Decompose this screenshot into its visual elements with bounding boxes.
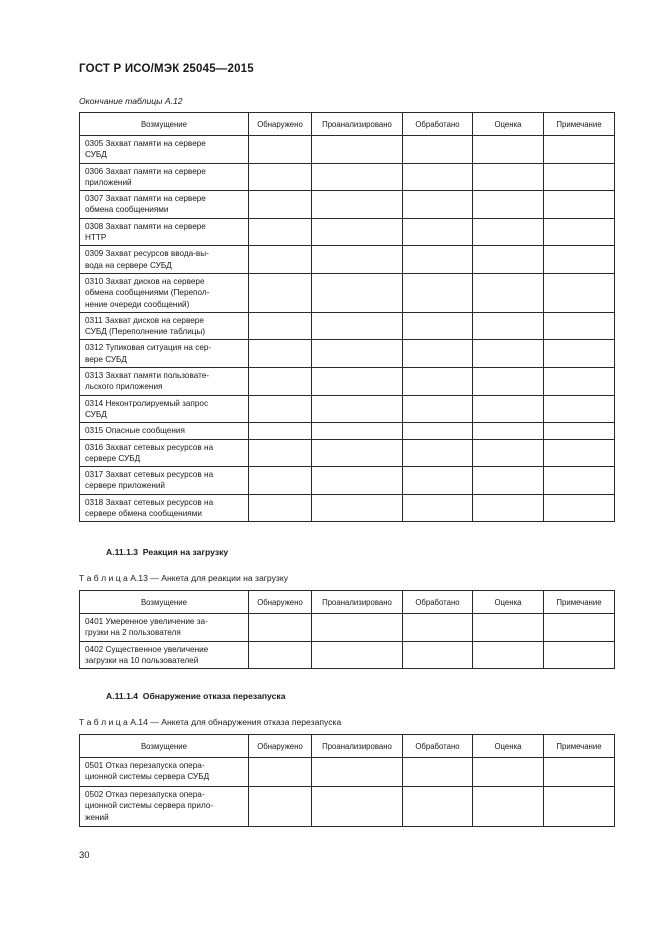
disturbance-cell [80,467,249,495]
answer-cell[interactable] [473,467,544,495]
column-header: Возмущение [80,591,249,614]
answer-cell[interactable] [473,395,544,423]
answer-cell[interactable] [544,494,615,522]
answer-cell[interactable] [403,312,473,340]
disturbance-text-line: 0317 Захват сетевых ресурсов на [85,470,214,480]
disturbance-text-line: жений [85,812,109,822]
table-row [80,758,615,787]
disturbance-text-line: 0501 Отказ перезапуска опера- [85,761,205,770]
answer-cell[interactable] [312,368,403,396]
column-header: Обработано [403,591,473,614]
disturbance-cell [80,787,249,827]
answer-cell[interactable] [312,423,403,439]
answer-cell[interactable] [473,423,544,439]
answer-cell[interactable] [312,614,403,642]
answer-cell[interactable] [544,467,615,495]
column-header: Обнаружено [249,591,312,614]
answer-cell[interactable] [312,191,403,219]
disturbance-text-line: 0309 Захват ресурсов ввода-вы- [85,249,209,259]
answer-cell[interactable] [249,758,312,787]
answer-cell[interactable] [249,368,312,396]
table-a12 [79,112,615,522]
disturbance-text-line: СУБД (Переполнение таблицы) [85,327,206,337]
answer-cell[interactable] [249,439,312,467]
answer-cell[interactable] [403,368,473,396]
column-header: Примечание [544,735,615,758]
disturbance-text-line: загрузки на 10 пользователей [85,655,199,665]
answer-cell[interactable] [312,273,403,312]
disturbance-text-line: сервере СУБД [85,453,141,463]
answer-cell[interactable] [544,218,615,246]
disturbance-text-line: сервере обмена сообщениями [85,509,202,519]
answer-cell[interactable] [249,614,312,642]
disturbance-cell [80,439,249,467]
disturbance-text-line: 0311 Захват дисков на сервере [85,315,204,325]
disturbance-text-line: нение очереди сообщений) [85,299,190,309]
table-row [80,218,615,246]
table-a12-caption: Окончание таблицы А.12 [79,96,183,106]
disturbance-text-line: сервере приложений [85,481,165,491]
answer-cell[interactable] [249,218,312,246]
answer-cell[interactable] [403,395,473,423]
answer-cell[interactable] [249,787,312,827]
disturbance-text-line: ционной системы сервера СУБД [85,772,210,782]
answer-cell[interactable] [473,136,544,164]
disturbance-cell [80,494,249,522]
section-title: Реакция на загрузку [142,547,229,557]
section-a1114-heading [106,691,286,701]
answer-cell[interactable] [544,273,615,312]
disturbance-text-line: 0315 Опасные сообщения [85,426,185,436]
answer-cell[interactable] [249,163,312,191]
disturbance-cell [80,218,249,246]
column-header: Обработано [403,735,473,758]
disturbance-text-line: СУБД [85,409,107,419]
answer-cell[interactable] [249,395,312,423]
column-header: Оценка [473,113,544,136]
document-header: ГОСТ Р ИСО/МЭК 25045—2015 [79,63,254,75]
disturbance-text-line: НТТР [85,233,107,243]
table-caption-text: А.14 — Анкета для обнаружения отказа перезапуска [130,717,342,727]
table-row [80,340,615,368]
disturbance-cell [80,423,249,439]
column-header: Примечание [544,113,615,136]
table-row [80,312,615,340]
answer-cell[interactable] [544,191,615,219]
answer-cell[interactable] [249,191,312,219]
page-number: 30 [79,850,90,861]
disturbance-cell [80,312,249,340]
table-row [80,136,615,164]
section-title: Обнаружение отказа перезапуска [142,691,286,701]
disturbance-text-line: ционной системы сервера прило- [85,801,214,811]
disturbance-cell [80,136,249,164]
answer-cell[interactable] [544,641,615,669]
column-header: Проанализировано [312,735,403,758]
answer-cell[interactable] [312,758,403,787]
disturbance-cell [80,273,249,312]
answer-cell[interactable] [403,340,473,368]
answer-cell[interactable] [473,246,544,274]
answer-cell[interactable] [473,494,544,522]
table-caption-prefix: Т а б л и ц а [79,717,128,727]
disturbance-cell [80,246,249,274]
column-header: Примечание [544,591,615,614]
answer-cell[interactable] [312,246,403,274]
answer-cell[interactable] [473,163,544,191]
answer-cell[interactable] [249,423,312,439]
answer-cell[interactable] [403,439,473,467]
section-number: А.11.1.3 [106,547,139,557]
disturbance-text-line: 0502 Отказ перезапуска опера- [85,790,205,799]
answer-cell[interactable] [544,136,615,164]
table-row [80,395,615,423]
answer-cell[interactable] [544,368,615,396]
answer-cell[interactable] [473,273,544,312]
table-a14-caption [79,717,341,727]
disturbance-text-line: 0307 Захват памяти на сервере [85,194,206,204]
answer-cell[interactable] [249,273,312,312]
answer-cell[interactable] [403,273,473,312]
answer-cell[interactable] [473,758,544,787]
column-header: Проанализировано [312,113,403,136]
table-caption-prefix: Т а б л и ц а [79,573,128,583]
disturbance-text-line: вода на сервере СУБД [85,260,172,270]
table-a14 [79,734,615,827]
answer-cell[interactable] [544,439,615,467]
answer-cell[interactable] [249,467,312,495]
answer-cell[interactable] [403,614,473,642]
answer-cell[interactable] [312,787,403,827]
answer-cell[interactable] [403,641,473,669]
answer-cell[interactable] [403,191,473,219]
disturbance-text-line: 0306 Захват памяти на сервере [85,166,206,176]
answer-cell[interactable] [403,758,473,787]
disturbance-text-line: грузки на 2 пользователя [85,628,181,638]
section-number: А.11.1.4 [106,691,139,701]
table-row [80,787,615,827]
column-header: Возмущение [80,113,249,136]
answer-cell[interactable] [249,641,312,669]
column-header: Проанализировано [312,591,403,614]
table-a13 [79,590,615,669]
answer-cell[interactable] [403,494,473,522]
disturbance-text-line: 0318 Захват сетевых ресурсов на [85,497,214,507]
table-row [80,246,615,274]
table-row [80,423,615,439]
column-header: Оценка [473,735,544,758]
answer-cell[interactable] [249,494,312,522]
column-header: Обработано [403,113,473,136]
disturbance-text-line: льского приложения [85,382,163,392]
table-header-row [80,591,615,614]
answer-cell[interactable] [249,246,312,274]
answer-cell[interactable] [544,787,615,827]
table-row [80,273,615,312]
answer-cell[interactable] [403,246,473,274]
disturbance-text-line: вере СУБД [85,354,127,364]
disturbance-text-line: 0305 Захват памяти на сервере [85,139,206,148]
answer-cell[interactable] [312,395,403,423]
table-row [80,614,615,642]
answer-cell[interactable] [403,218,473,246]
answer-cell[interactable] [403,423,473,439]
answer-cell[interactable] [473,787,544,827]
answer-cell[interactable] [249,312,312,340]
disturbance-text-line: обмена сообщениями (Перепол- [85,288,210,298]
answer-cell[interactable] [403,467,473,495]
column-header: Оценка [473,591,544,614]
answer-cell[interactable] [473,439,544,467]
disturbance-text-line: 0308 Захват памяти на сервере [85,221,206,231]
answer-cell[interactable] [544,163,615,191]
answer-cell[interactable] [312,340,403,368]
answer-cell[interactable] [544,395,615,423]
disturbance-cell [80,758,249,787]
answer-cell[interactable] [312,136,403,164]
answer-cell[interactable] [403,136,473,164]
table-row [80,163,615,191]
disturbance-cell [80,368,249,396]
disturbance-text-line: 0401 Умеренное увеличение за- [85,617,208,626]
table-row [80,467,615,495]
answer-cell[interactable] [544,312,615,340]
column-header: Обнаружено [249,735,312,758]
answer-cell[interactable] [312,494,403,522]
table-caption-text: А.13 — Анкета для реакции на загрузку [130,573,288,583]
disturbance-cell [80,340,249,368]
answer-cell[interactable] [544,758,615,787]
answer-cell[interactable] [312,218,403,246]
disturbance-cell [80,641,249,669]
disturbance-text-line: приложений [85,177,132,187]
answer-cell[interactable] [312,163,403,191]
answer-cell[interactable] [249,136,312,164]
answer-cell[interactable] [544,614,615,642]
disturbance-text-line: 0316 Захват сетевых ресурсов на [85,442,214,452]
answer-cell[interactable] [473,641,544,669]
table-row [80,439,615,467]
table-row [80,191,615,219]
answer-cell[interactable] [473,312,544,340]
answer-cell[interactable] [312,439,403,467]
answer-cell[interactable] [544,340,615,368]
answer-cell[interactable] [249,340,312,368]
table-row [80,368,615,396]
answer-cell[interactable] [544,423,615,439]
answer-cell[interactable] [473,218,544,246]
table-row [80,641,615,669]
section-a1113-heading [106,547,228,557]
disturbance-text-line: СУБД [85,150,107,160]
answer-cell[interactable] [473,368,544,396]
answer-cell[interactable] [473,614,544,642]
disturbance-cell [80,191,249,219]
disturbance-text-line: 0313 Захват памяти пользовате- [85,371,210,381]
disturbance-cell [80,614,249,642]
table-row [80,494,615,522]
table-header-row [80,113,615,136]
disturbance-cell [80,395,249,423]
answer-cell[interactable] [312,641,403,669]
disturbance-text-line: обмена сообщениями [85,205,169,215]
table-header-row [80,735,615,758]
disturbance-text-line: 0310 Захват дисков на сервере [85,276,205,286]
answer-cell[interactable] [473,191,544,219]
disturbance-text-line: 0314 Неконтролируемый запрос [85,398,209,408]
answer-cell[interactable] [473,340,544,368]
answer-cell[interactable] [403,787,473,827]
column-header: Возмущение [80,735,249,758]
answer-cell[interactable] [544,246,615,274]
disturbance-text-line: 0402 Существенное увеличение [85,644,209,654]
column-header: Обнаружено [249,113,312,136]
disturbance-text-line: 0312 Тупиковая ситуация на сер- [85,343,212,353]
table-a13-caption [79,573,288,583]
disturbance-cell [80,163,249,191]
answer-cell[interactable] [312,312,403,340]
answer-cell[interactable] [403,163,473,191]
answer-cell[interactable] [312,467,403,495]
